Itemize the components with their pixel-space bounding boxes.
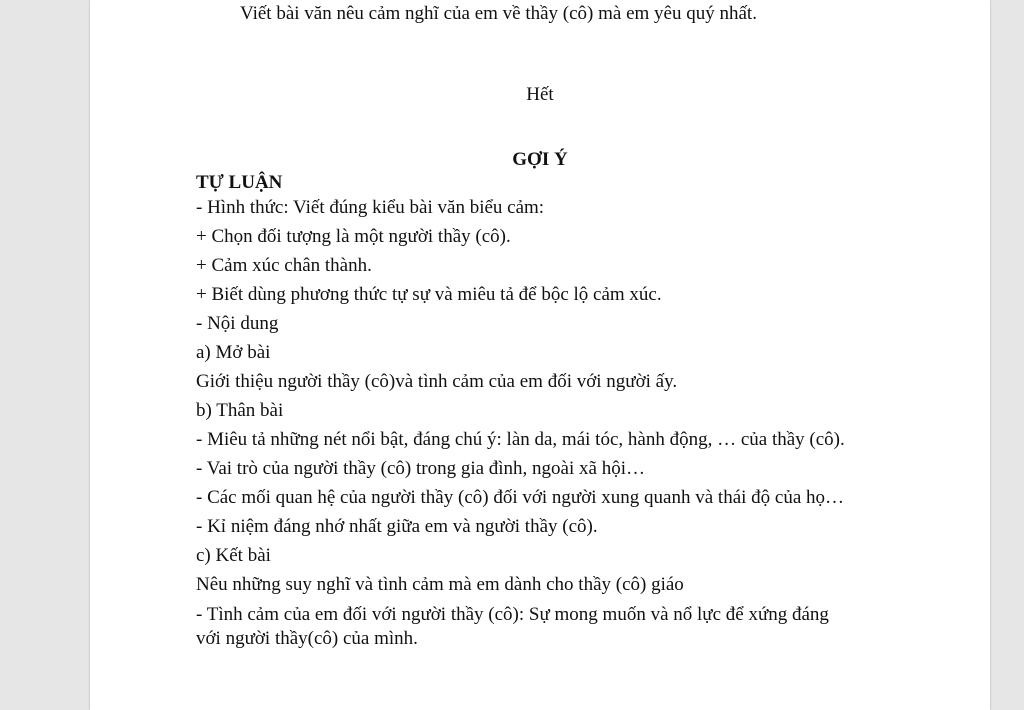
body-line: - Nội dung xyxy=(196,313,279,334)
body-line: + Cảm xúc chân thành. xyxy=(196,255,372,276)
essay-prompt: Viết bài văn nêu cảm nghĩ của em về thầy (cô) mà em yêu quý nhất. xyxy=(240,3,757,24)
body-line: Nêu những suy nghĩ và tình cảm mà em dành cho thầy (cô) giáo xyxy=(196,574,684,595)
end-mark: Hết xyxy=(526,84,554,105)
answer-title: GỢI Ý xyxy=(512,149,568,170)
body-line: a) Mở bài xyxy=(196,342,271,363)
section-heading: TỰ LUẬN xyxy=(196,172,283,193)
body-line: b) Thân bài xyxy=(196,400,284,421)
body-line: - Vai trò của người thầy (cô) trong gia đình, ngoài xã hội… xyxy=(196,458,645,479)
body-line: - Tình cảm của em đối với người thầy (cô): Sự mong muốn và nổ lực để xứng đáng xyxy=(196,604,829,625)
body-line: - Miêu tả những nét nổi bật, đáng chú ý: làn da, mái tóc, hành động, … của thầy (cô). xyxy=(196,429,845,450)
document-page xyxy=(90,0,990,710)
body-line: + Chọn đối tượng là một người thầy (cô). xyxy=(196,226,511,247)
body-line: Giới thiệu người thầy (cô)và tình cảm của em đối với người ấy. xyxy=(196,371,678,392)
body-line: - Các mối quan hệ của người thầy (cô) đối với người xung quanh và thái độ của họ… xyxy=(196,487,845,508)
body-line: c) Kết bài xyxy=(196,545,271,566)
body-line: - Hình thức: Viết đúng kiểu bài văn biểu cảm: xyxy=(196,197,545,218)
body-line: + Biết dùng phương thức tự sự và miêu tả để bộc lộ cảm xúc. xyxy=(196,284,662,305)
body-line: - Kỉ niệm đáng nhớ nhất giữa em và người thầy (cô). xyxy=(196,516,598,537)
body-line: với người thầy(cô) của mình. xyxy=(196,628,418,649)
